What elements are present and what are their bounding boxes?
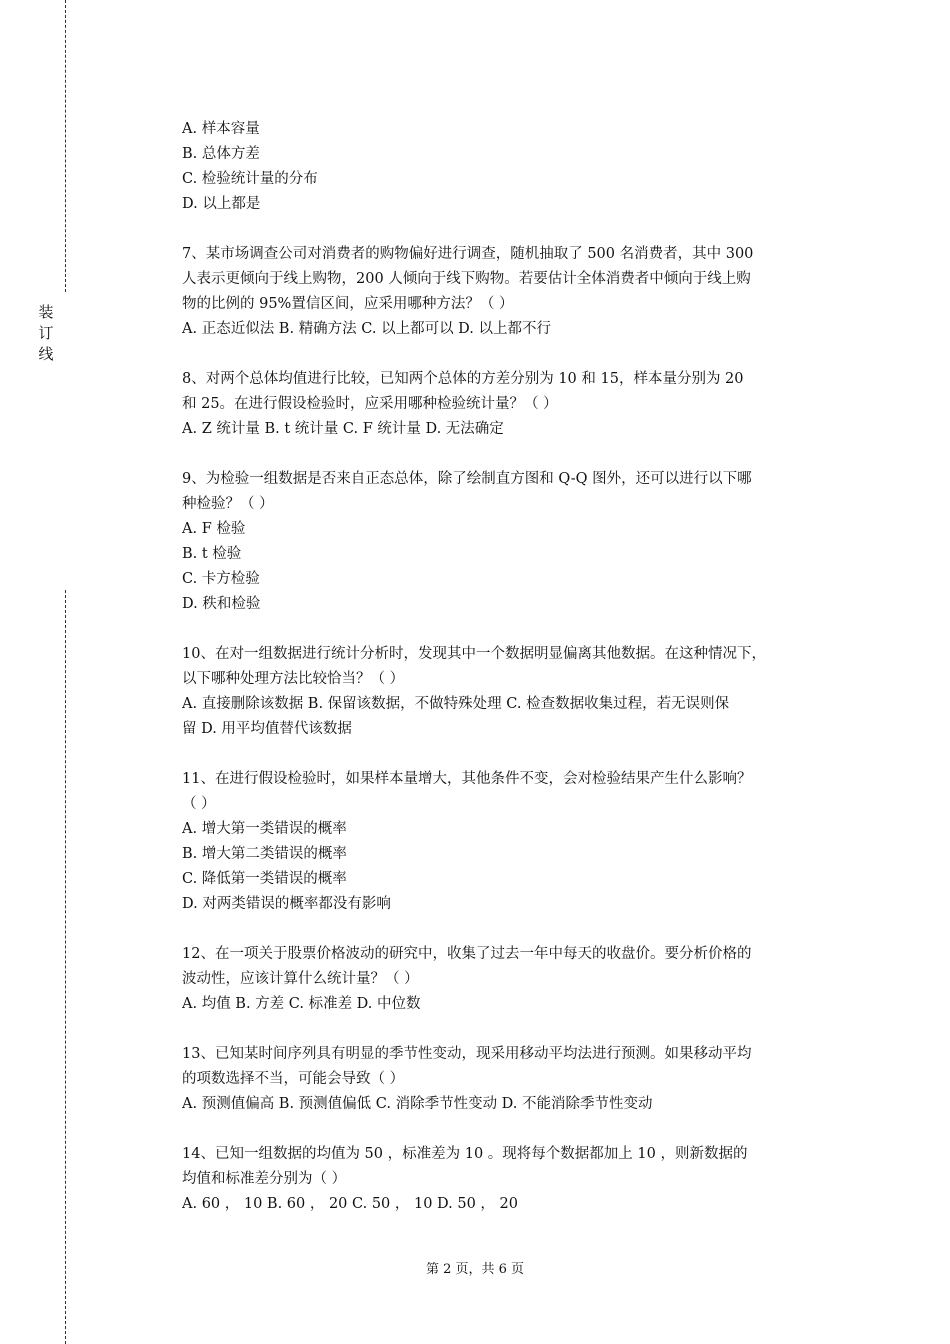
option: A. Z 统计量 B. t 统计量 C. F 统计量 D. 无法确定	[182, 421, 504, 437]
question-text: 和 25。在进行假设检验时，应采用哪种检验统计量？（ ）	[182, 396, 558, 412]
option: A. 均值 B. 方差 C. 标准差 D. 中位数	[182, 996, 421, 1012]
question-text: 人表示更倾向于线上购物，200 人倾向于线下购物。若要估计全体消费者中倾向于线上购	[182, 271, 751, 287]
option: D. 秩和检验	[182, 596, 261, 612]
page-number: 第 2 页，共 6 页	[425, 1262, 525, 1277]
binding-char: 线	[38, 345, 54, 363]
option: A. 预测值偏高 B. 预测值偏低 C. 消除季节性变动 D. 不能消除季节性变动	[182, 1096, 653, 1112]
question-text: 的项数选择不当，可能会导致（ ）	[182, 1071, 405, 1087]
option: A. 增大第一类错误的概率	[182, 821, 347, 837]
question-text: 8、对两个总体均值进行比较，已知两个总体的方差分别为 10 和 15，样本量分别为 20	[182, 371, 744, 387]
question-text: 9、为检验一组数据是否来自正态总体，除了绘制直方图和 Q-Q 图外，还可以进行以下哪	[182, 471, 752, 487]
question-text: 12、在一项关于股票价格波动的研究中，收集了过去一年中每天的收盘价。要分析价格的	[182, 946, 752, 962]
question-text: 11、在进行假设检验时，如果样本量增大，其他条件不变，会对检验结果产生什么影响？	[182, 771, 752, 787]
question-text: 14、已知一组数据的均值为 50 ，标准差为 10 。现将每个数据都加上 10 ，则新数据的	[182, 1146, 748, 1162]
question-7	[182, 242, 847, 342]
question-13	[182, 1042, 847, 1117]
question-text: 13、已知某时间序列具有明显的季节性变动，现采用移动平均法进行预测。如果移动平均	[182, 1046, 752, 1062]
question-text: 均值和标准差分别为（ ）	[182, 1171, 347, 1187]
question-10	[182, 642, 847, 742]
question-text: 10、在对一组数据进行统计分析时，发现其中一个数据明显偏离其他数据。在这种情况下，	[182, 646, 766, 662]
question-text: （ ）	[182, 796, 216, 812]
option: A. F 检验	[182, 521, 246, 537]
question-8	[182, 367, 847, 442]
option: C. 卡方检验	[182, 571, 260, 587]
option: B. t 检验	[182, 546, 242, 562]
question-11	[182, 767, 847, 917]
option: B. 增大第二类错误的概率	[182, 846, 347, 862]
option: A. 样本容量	[182, 121, 260, 137]
option: 留 D. 用平均值替代该数据	[182, 721, 352, 737]
question-6-options	[182, 117, 847, 217]
binding-char: 订	[38, 324, 54, 342]
question-text: 以下哪种处理方法比较恰当？（ ）	[182, 671, 405, 687]
question-9	[182, 467, 847, 617]
binding-label	[36, 302, 56, 365]
question-list	[182, 117, 847, 1217]
binding-char: 装	[38, 303, 54, 321]
option: A. 直接删除该数据 B. 保留该数据，不做特殊处理 C. 检查数据收集过程，若无误则保	[182, 696, 730, 712]
option: A. 正态近似法 B. 精确方法 C. 以上都可以 D. 以上都不行	[182, 321, 552, 337]
question-14	[182, 1142, 847, 1217]
option: C. 检验统计量的分布	[182, 171, 318, 187]
option: D. 对两类错误的概率都没有影响	[182, 896, 391, 912]
question-text: 7、某市场调查公司对消费者的购物偏好进行调查，随机抽取了 500 名消费者，其中 300	[182, 246, 754, 262]
option: A. 60 ， 10 B. 60 ， 20 C. 50 ， 10 D. 50 ， 20	[182, 1196, 518, 1212]
question-text: 物的比例的 95%置信区间，应采用哪种方法？（ ）	[182, 296, 514, 312]
question-text: 波动性，应该计算什么统计量？（ ）	[182, 971, 419, 987]
option: D. 以上都是	[182, 196, 261, 212]
question-12	[182, 942, 847, 1017]
option: B. 总体方差	[182, 146, 260, 162]
binding-line-bottom	[65, 590, 66, 1344]
binding-line-top	[65, 0, 66, 292]
option: C. 降低第一类错误的概率	[182, 871, 347, 887]
question-text: 种检验？（ ）	[182, 496, 274, 512]
